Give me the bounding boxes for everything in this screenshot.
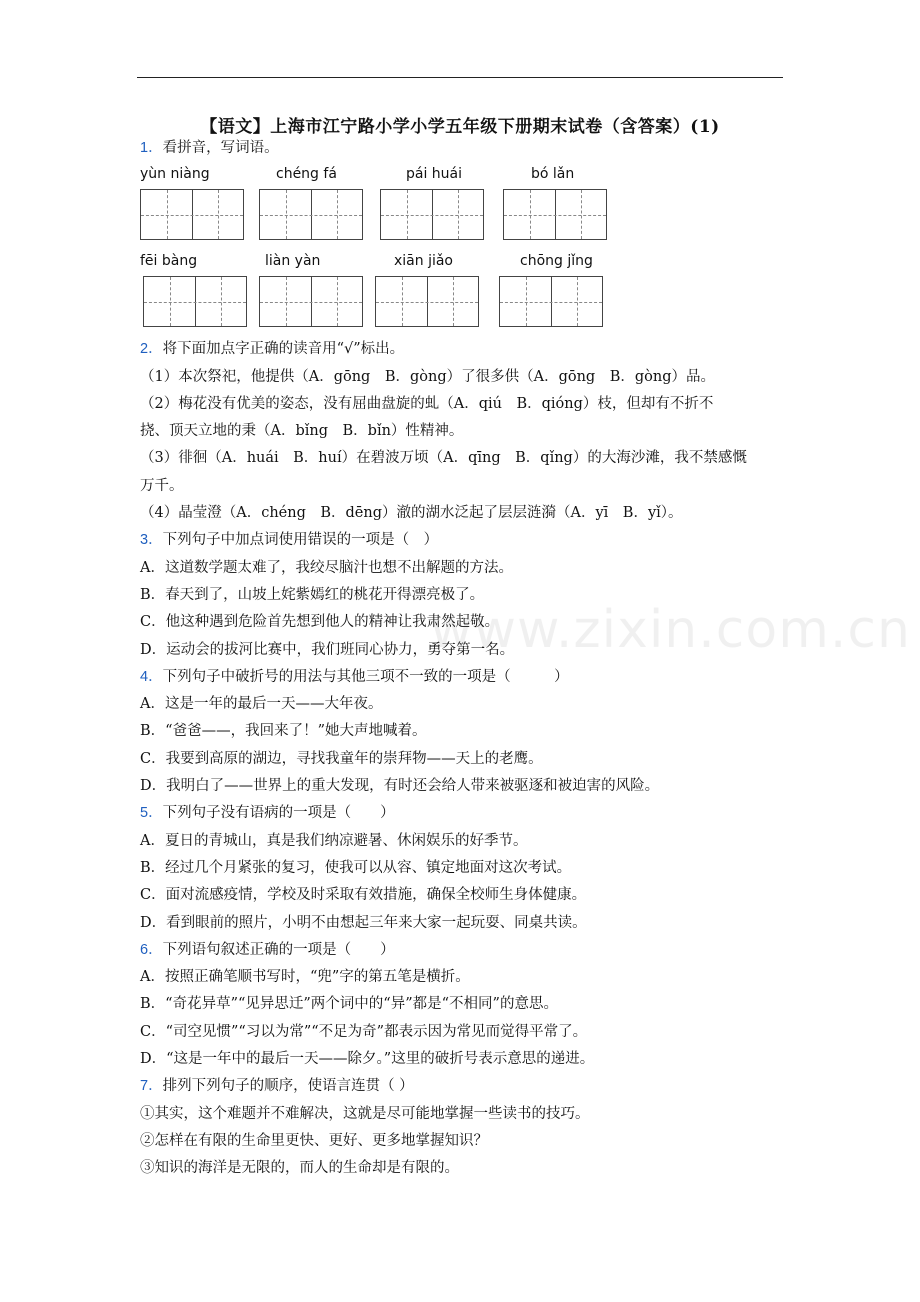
q3-option[interactable]: B．春天到了，山坡上姹紫嫣红的桃花开得漂亮极了。 <box>140 586 485 603</box>
header-rule <box>137 77 783 78</box>
q4-option[interactable]: C．我要到高原的湖边，寻找我童年的崇拜物——天上的老鹰。 <box>140 750 543 767</box>
pinyin-label: chōng jǐng <box>520 253 593 270</box>
pinyin-row-2 <box>140 249 780 336</box>
answer-grid[interactable] <box>259 189 363 240</box>
q2-line: （3）徘徊（A．huái B．huí）在碧波万顷（A．qīng B．qǐng）的大海沙滩，我不禁感慨 <box>140 450 747 467</box>
q6-option[interactable]: D．“这是一年中的最后一天——除夕。”这里的破折号表示意思的递进。 <box>140 1051 595 1068</box>
q2-stem <box>140 336 780 363</box>
q3-text: 下列句子中加点词使用错误的一项是（ ） <box>162 532 439 549</box>
q4-option[interactable]: A．这是一年的最后一天——大年夜。 <box>140 696 383 713</box>
q5-stem <box>140 800 780 827</box>
q3-option[interactable]: C．他这种遇到危险首先想到他人的精神让我肃然起敬。 <box>140 614 500 631</box>
q3-option[interactable]: A．这道数学题太难了，我绞尽脑汁也想不出解题的方法。 <box>140 559 513 576</box>
q2-line: （2）梅花没有优美的姿态，没有屈曲盘旋的虬（A．qiú B．qióng）枝，但却有不折不 <box>140 395 714 412</box>
q4-text: 下列句子中破折号的用法与其他三项不一致的一项是（ ） <box>162 668 569 685</box>
watermark: www.zixin.com.cn <box>430 600 911 660</box>
answer-grid[interactable] <box>140 189 244 240</box>
q4-stem <box>140 664 780 691</box>
q5-option[interactable]: D．看到眼前的照片，小明不由想起三年来大家一起玩耍、同桌共读。 <box>140 914 587 931</box>
pinyin-label: liàn yàn <box>265 253 321 270</box>
q7-sentence: ①其实，这个难题并不难解决，这就是尽可能地掌握一些读书的技巧。 <box>140 1105 590 1122</box>
page-title: 【语文】上海市江宁路小学小学五年级下册期末试卷（含答案）(1) <box>200 117 720 137</box>
q6-text: 下列语句叙述正确的一项是（ ） <box>162 941 395 958</box>
q3-number: 3． <box>140 532 163 549</box>
q1-text: 看拼音，写词语。 <box>162 140 279 156</box>
q2-text: 将下面加点字正确的读音用“√”标出。 <box>162 341 405 358</box>
q5-option[interactable]: C．面对流感疫情，学校及时采取有效措施，确保全校师生身体健康。 <box>140 887 587 904</box>
pinyin-label: yùn niàng <box>140 166 210 183</box>
pinyin-label: xiān jiǎo <box>394 253 454 270</box>
q5-number: 5． <box>140 805 163 822</box>
q4-option[interactable]: D．我明白了——世界上的重大发现，有时还会给人带来被驱逐和被迫害的风险。 <box>140 778 660 795</box>
q1-stem <box>140 135 780 162</box>
q2-line: （4）晶莹澄（A．chéng B．dēng）澈的湖水泛起了层层涟漪（A．yī B．yǐ）。 <box>140 505 683 522</box>
answer-grid[interactable] <box>375 276 479 327</box>
q6-option[interactable]: C．“司空见惯”“习以为常”“不足为奇”都表示因为常见而觉得平常了。 <box>140 1023 588 1040</box>
q7-stem <box>140 1073 780 1100</box>
q2-line: （1）本次祭祀，他提供（A．gōng B．gòng）了很多供（A．gōng B．gòng）品。 <box>140 368 716 385</box>
answer-grid[interactable] <box>499 276 603 327</box>
answer-grid[interactable] <box>143 276 247 327</box>
q1-number: 1． <box>140 140 163 156</box>
pinyin-row-1 <box>140 162 780 249</box>
pinyin-label: fēi bàng <box>140 253 198 270</box>
q2-line: 挠、顶天立地的秉（A．bǐng B．bǐn）性精神。 <box>140 423 464 440</box>
pinyin-label: pái huái <box>406 166 463 183</box>
q3-option[interactable]: D．运动会的拔河比赛中，我们班同心协力，勇夺第一名。 <box>140 641 515 658</box>
q2-line: 万千。 <box>140 477 184 494</box>
q5-option[interactable]: A．夏日的青城山，真是我们纳凉避暑、休闲娱乐的好季节。 <box>140 832 528 849</box>
q7-sentence: ②怎样在有限的生命里更快、更好、更多地掌握知识？ <box>140 1132 488 1149</box>
q7-sentence: ③知识的海洋是无限的，而人的生命却是有限的。 <box>140 1160 459 1177</box>
q6-option[interactable]: B．“奇花异草”“见异思迁”两个词中的“异”都是“不相同”的意思。 <box>140 996 558 1013</box>
q5-option[interactable]: B．经过几个月紧张的复习，使我可以从容、镇定地面对这次考试。 <box>140 859 572 876</box>
q6-number: 6． <box>140 941 163 958</box>
q3-stem <box>140 527 780 554</box>
answer-grid[interactable] <box>503 189 607 240</box>
q7-text: 排列下列句子的顺序，使语言连贯（ ） <box>162 1078 414 1095</box>
pinyin-label: chéng fá <box>276 166 337 183</box>
pinyin-label: bó lǎn <box>531 166 575 183</box>
q7-number: 7． <box>140 1078 163 1095</box>
q4-option[interactable]: B．“爸爸——，我回来了！”她大声地喊着。 <box>140 723 427 740</box>
answer-grid[interactable] <box>380 189 484 240</box>
q4-number: 4． <box>140 668 163 685</box>
q5-text: 下列句子没有语病的一项是（ ） <box>162 805 395 822</box>
answer-grid[interactable] <box>259 276 363 327</box>
q6-option[interactable]: A．按照正确笔顺书写时，“兜”字的第五笔是横折。 <box>140 969 470 986</box>
q2-number: 2． <box>140 341 163 358</box>
q6-stem <box>140 937 780 964</box>
